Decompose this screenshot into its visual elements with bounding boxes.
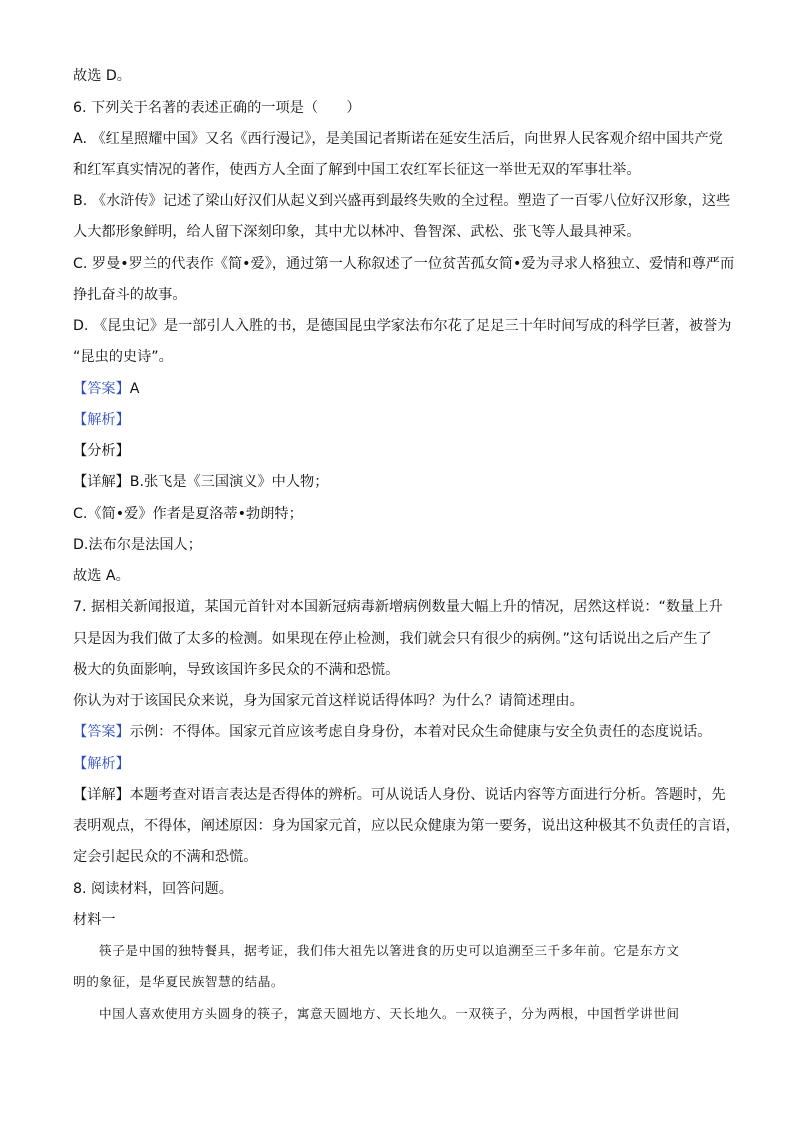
analysis-subtag: 【分析】: [73, 443, 130, 459]
question-7-prompt: 你认为对于该国民众来说，身为国家元首这样说话得体吗？为什么？请简述理由。: [73, 693, 584, 709]
analysis-tag: 【解析】: [73, 412, 130, 428]
detail-line: 表明观点，不得体，阐述原因：身为国家元首，应以民众健康为第一要务，说出这种极其不负责任的言语，: [73, 818, 740, 834]
question-8-stem: 8. 阅读材料，回答问题。: [73, 881, 233, 897]
option-c-cont: 挣扎奋斗的故事。: [73, 287, 187, 303]
question-6-stem: 6. 下列关于名著的表述正确的一项是（ ）: [73, 100, 361, 116]
answer-line: [73, 379, 733, 399]
material-heading: 材料一: [73, 912, 116, 928]
option-a-cont: 和红军真实情况的著作，使西方人全面了解到中国工农红军长征这一举世无双的军事壮举。: [73, 162, 641, 178]
detail-line: 【详解】本题考查对语言表达是否得体的辨析。可从说话人身份、说话内容等方面进行分析。答题时，先: [73, 787, 726, 803]
detail-line: C.《简•爱》作者是夏洛蒂•勃朗特；: [73, 506, 303, 522]
material-paragraph: 筷子是中国的独特餐具，据考证，我们伟大祖先以箸进食的历史可以追溯至三千多年前。它是东方文: [99, 943, 680, 958]
question-7-cont: 极大的负面影响，导致该国许多民众的不满和恐慌。: [73, 662, 400, 678]
option-c: C. 罗曼•罗兰的代表作《简•爱》，通过第一人称叙述了一位贫苦孤女简•爱为寻求人格独立、爱情和尊严而: [73, 256, 735, 272]
material-paragraph: 中国人喜欢使用方头圆身的筷子，寓意天圆地方、天长地久。一双筷子，分为两根，中国哲学讲世间: [99, 1006, 680, 1021]
option-b: B. 《水浒传》记述了梁山好汉们从起义到兴盛再到最终失败的全过程。塑造了一百零八位好汉形象，这些: [73, 193, 731, 209]
answer-text: A: [129, 381, 140, 397]
text-line: 故选 A。: [73, 568, 130, 584]
detail-line: D.法布尔是法国人；: [73, 537, 202, 553]
answer-tag: 【答案】: [73, 724, 130, 740]
detail-line: 【详解】B.张飞是《三国演义》中人物；: [73, 474, 329, 490]
question-7-stem: 7. 据相关新闻报道，某国元首针对本国新冠病毒新增病例数量大幅上升的情况，居然这样说：“数量上升: [73, 599, 723, 615]
text-line: 故选 D。: [73, 68, 131, 84]
option-b-cont: 人大都形象鲜明，给人留下深刻印象，其中尤以林冲、鲁智深、武松、张飞等人最具神采。: [73, 224, 641, 240]
option-d-cont: “昆虫的史诗”。: [73, 349, 173, 365]
question-7-cont: 只是因为我们做了太多的检测。如果现在停止检测，我们就会只有很少的病例。”这句话说出之后产生了: [73, 631, 712, 647]
option-d: D. 《昆虫记》是一部引人入胜的书，是德国昆虫学家法布尔花了足足三十年时间写成的科学巨著，被誉为: [73, 318, 732, 334]
answer-text: 示例：不得体。国家元首应该考虑自身身份，本着对民众生命健康与安全负责任的态度说话。: [129, 724, 712, 740]
option-a: A. 《红星照耀中国》又名《西行漫记》，是美国记者斯诺在延安生活后，向世界人民客观介绍中国共产党: [73, 131, 723, 147]
material-paragraph-cont: 明的象征，是华夏民族智慧的结晶。: [73, 974, 285, 989]
analysis-tag: 【解析】: [73, 756, 130, 772]
answer-line: [73, 722, 733, 742]
detail-line: 定会引起民众的不满和恐慌。: [73, 849, 258, 865]
answer-tag: 【答案】: [73, 381, 130, 397]
